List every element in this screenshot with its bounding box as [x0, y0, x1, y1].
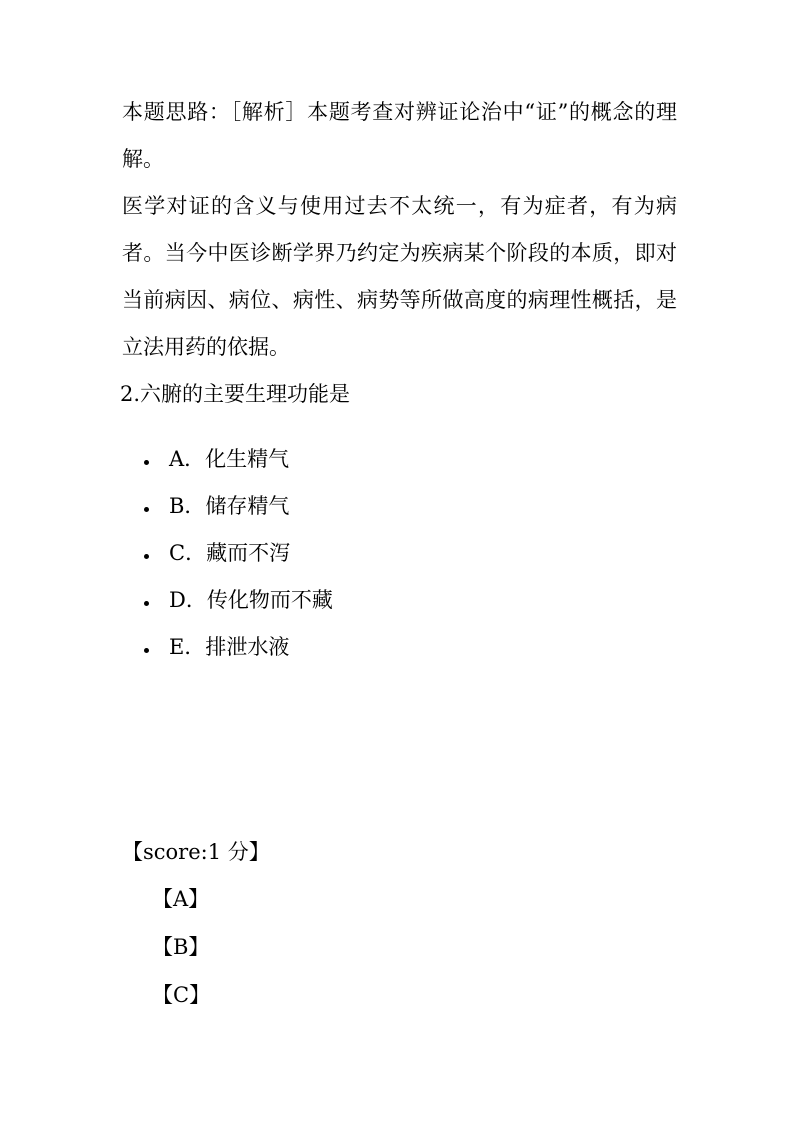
option-list [140, 436, 333, 671]
explanation-paragraph-1: 本题思路：［解析］本题考查对辨证论治中“证”的概念的理解。 [122, 100, 677, 171]
bullet-icon [144, 554, 149, 559]
question-text: 2.六腑的主要生理功能是 [120, 382, 351, 406]
answer-c[interactable]: 【C】 [152, 983, 211, 1007]
option-label: C．藏而不泻 [169, 541, 291, 565]
bullet-icon [144, 601, 149, 606]
option-c[interactable] [140, 530, 333, 577]
score-label: 【score:1 分】 [122, 840, 270, 864]
option-label: D．传化物而不藏 [169, 588, 333, 612]
option-e[interactable] [140, 624, 333, 671]
answer-a[interactable]: 【A】 [152, 887, 210, 911]
explanation-paragraph-2: 医学对证的含义与使用过去不太统一，有为症者，有为病者。当今中医诊断学界乃约定为疾病某个阶段的本质，即对当前病因、病位、病性、病势等所做高度的病理性概括，是立法用药的依据。 [122, 194, 677, 359]
option-label: A．化生精气 [169, 447, 290, 471]
option-label: E．排泄水液 [169, 635, 290, 659]
option-b[interactable] [140, 483, 333, 530]
option-d[interactable] [140, 577, 333, 624]
bullet-icon [144, 507, 149, 512]
answer-b[interactable]: 【B】 [152, 935, 210, 959]
option-a[interactable] [140, 436, 333, 483]
bullet-icon [144, 460, 149, 465]
answer-list [152, 875, 210, 1019]
option-label: B．储存精气 [169, 494, 290, 518]
bullet-icon [144, 648, 149, 653]
